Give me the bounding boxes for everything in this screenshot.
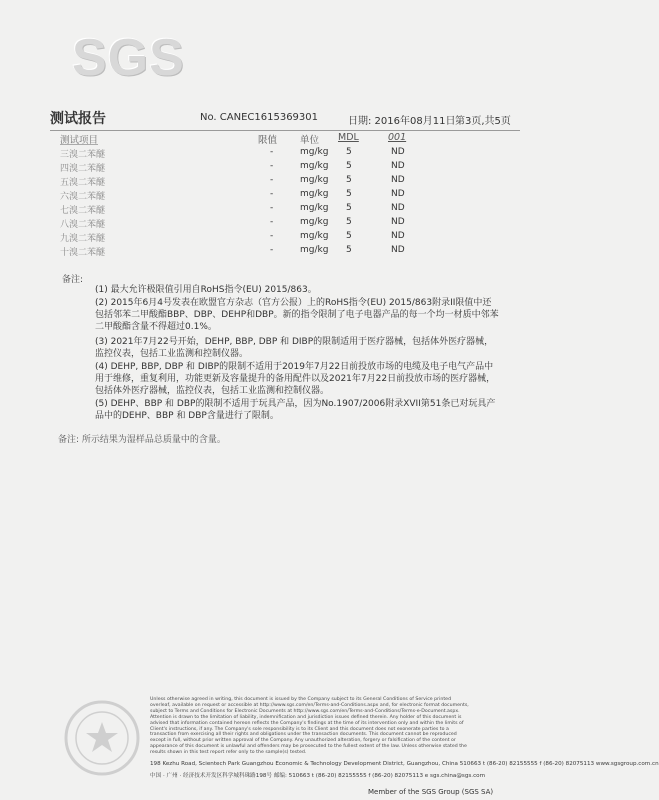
column-header-mdl: MDL (338, 132, 359, 143)
row-mdl: 5 (346, 245, 352, 255)
row-result: ND (391, 175, 405, 185)
row-unit: mg/kg (300, 231, 329, 241)
table-row (0, 189, 561, 202)
fine-print-line: appearance of this document is unlawful and offenders may be prosecuted to the fullest extent of the law. Unless otherwise stated the (150, 744, 467, 750)
notes-label: 备注: (62, 275, 84, 285)
page-number: 第3页,共5页 (455, 116, 511, 127)
row-item: 三溴二苯醚 (60, 150, 106, 160)
row-limit: - (270, 175, 274, 185)
column-header-unit: 单位 (300, 135, 320, 146)
row-mdl: 5 (346, 175, 352, 185)
fine-print-line: transaction from exercising all their rights and obligations under the transaction documents. This document cannot be reproduced (150, 732, 457, 738)
table-row (0, 203, 561, 216)
row-limit: - (270, 161, 274, 171)
fine-print-line: results shown in this test report refer only to the sample(s) tested. (150, 750, 307, 756)
row-unit: mg/kg (300, 203, 329, 213)
note-item: (1) 最大允许极限值引用自RoHS指令(EU) 2015/863。 (95, 285, 317, 295)
table-row (0, 217, 561, 230)
row-result: ND (391, 147, 405, 157)
table-row (0, 161, 561, 174)
report-number: No. CANEC1615369301 (200, 112, 319, 123)
fine-print-line: advised that information contained hereon reflects the Company's findings at the time of its intervention only and within the limits of (150, 720, 464, 726)
row-mdl: 5 (346, 189, 352, 199)
row-unit: mg/kg (300, 175, 329, 185)
row-result: ND (391, 231, 405, 241)
row-result: ND (391, 189, 405, 199)
row-result: ND (391, 203, 405, 213)
row-unit: mg/kg (300, 245, 329, 255)
row-item: 八溴二苯醚 (60, 220, 106, 230)
table-row (0, 175, 561, 188)
report-title: 测试报告 (50, 111, 106, 127)
row-limit: - (270, 147, 274, 157)
note-item: (5) DEHP、BBP 和 DBP的限制不适用于玩具产品，因为No.1907/2006附录XVII第51条已对玩具产品中的DEHP、BBP 和 DBP含量进行了限制。 (95, 399, 496, 421)
row-item: 七溴二苯醚 (60, 206, 106, 216)
row-limit: - (270, 245, 274, 255)
fine-print-line: overleaf, available on request or accessible at http://www.sgs.com/en/Terms-and-Conditions.aspx and, for electronic format documents, (150, 702, 469, 708)
table-row (0, 231, 561, 244)
sgs-logo: SGS (72, 29, 185, 87)
column-header-item: 测试项目 (60, 135, 99, 146)
row-item: 五溴二苯醚 (60, 178, 106, 188)
row-unit: mg/kg (300, 161, 329, 171)
table-row (0, 147, 561, 160)
row-mdl: 5 (346, 147, 352, 157)
note-item: (3) 2021年7月22号开始，DEHP, BBP, DBP 和 DIBP的限制适用于医疗器械，包括体外医疗器械，监控仪表，包括工业监测和控制仪器。 (95, 337, 494, 359)
note-item: (2) 2015年6月4号发表在欧盟官方杂志（官方公报）上的RoHS指令(EU) 2015/863附录II限值中还包括邻苯二甲酸酯BBP、DBP、DEHP和DBP。新的指令限制了电子电器产品的每一个均一材质中邻苯二甲酸酯含量不得超过0.1%。 (95, 298, 499, 332)
row-result: ND (391, 217, 405, 227)
fine-print-line: Client's instructions, if any. The Company's sole responsibility is to its Client and this document does not exonerate parties to a (150, 726, 449, 732)
row-unit: mg/kg (300, 217, 329, 227)
row-unit: mg/kg (300, 189, 329, 199)
report-date: 日期: 2016年08月11日 (348, 116, 456, 127)
row-unit: mg/kg (300, 147, 329, 157)
row-mdl: 5 (346, 203, 352, 213)
row-result: ND (391, 161, 405, 171)
result-remark: 备注: 所示结果为湿样品总质量中的含量。 (58, 435, 226, 445)
row-limit: - (270, 217, 274, 227)
row-mdl: 5 (346, 217, 352, 227)
fine-print-line: Attention is drawn to the limitation of liability, indemnification and jurisdiction issues defined therein. Any holder of this document is (150, 714, 462, 720)
column-header-limit: 限值 (258, 135, 278, 146)
address-chinese: 中国 · 广州 · 经济技术开发区科学城科珠路198号 邮编: 510663 t (86-20) 82155555 f (86-20) 82075113 e sgs.china@sgs.com (150, 773, 486, 779)
row-result: ND (391, 245, 405, 255)
note-item: (4) DEHP, BBP, DBP 和 DIBP的限制不适用于2019年7月22日前投放市场的电缆及电子电气产品中用于维修，重复利用，功能更新及容量提升的备用配件以及2021年7月22日前投放市场的医疗器械，包括体外医疗器械，监控仪表，包括工业监测和控制仪器。 (95, 362, 496, 396)
row-limit: - (270, 231, 274, 241)
row-mdl: 5 (346, 161, 352, 171)
fine-print-line: Unless otherwise agreed in writing, this document is issued by the Company subject to its General Conditions of Service printed (150, 697, 452, 702)
fine-print-line: except in full, without prior written approval of the Company. Any unauthorized alteration, forgery or falsification of the content or (150, 738, 456, 744)
column-header-sample: 001 (388, 132, 407, 143)
row-limit: - (270, 203, 274, 213)
table-row (0, 245, 561, 258)
row-mdl: 5 (346, 231, 352, 241)
inspection-seal-icon (62, 698, 142, 778)
row-item: 九溴二苯醚 (60, 234, 106, 244)
address-english: 198 Kezhu Road, Scientech Park Guangzhou Economic & Technology Development District, Guangzhou, China 510663 t (86-20) 82155555 f (86-20) 82075113 www.sgsgroup.com.cn (150, 761, 659, 767)
terms-fine-print (150, 697, 515, 756)
row-item: 十溴二苯醚 (60, 248, 106, 258)
row-item: 四溴二苯醚 (60, 164, 106, 174)
member-of-sgs-group: Member of the SGS Group (SGS SA) (368, 788, 494, 796)
fine-print-line: subject to Terms and Conditions for Electronic Documents at http://www.sgs.com/en/Terms-and-Conditions/Terms-e-Document.aspx. (150, 708, 460, 714)
row-item: 六溴二苯醚 (60, 192, 106, 202)
header-divider (50, 130, 520, 131)
row-limit: - (270, 189, 274, 199)
